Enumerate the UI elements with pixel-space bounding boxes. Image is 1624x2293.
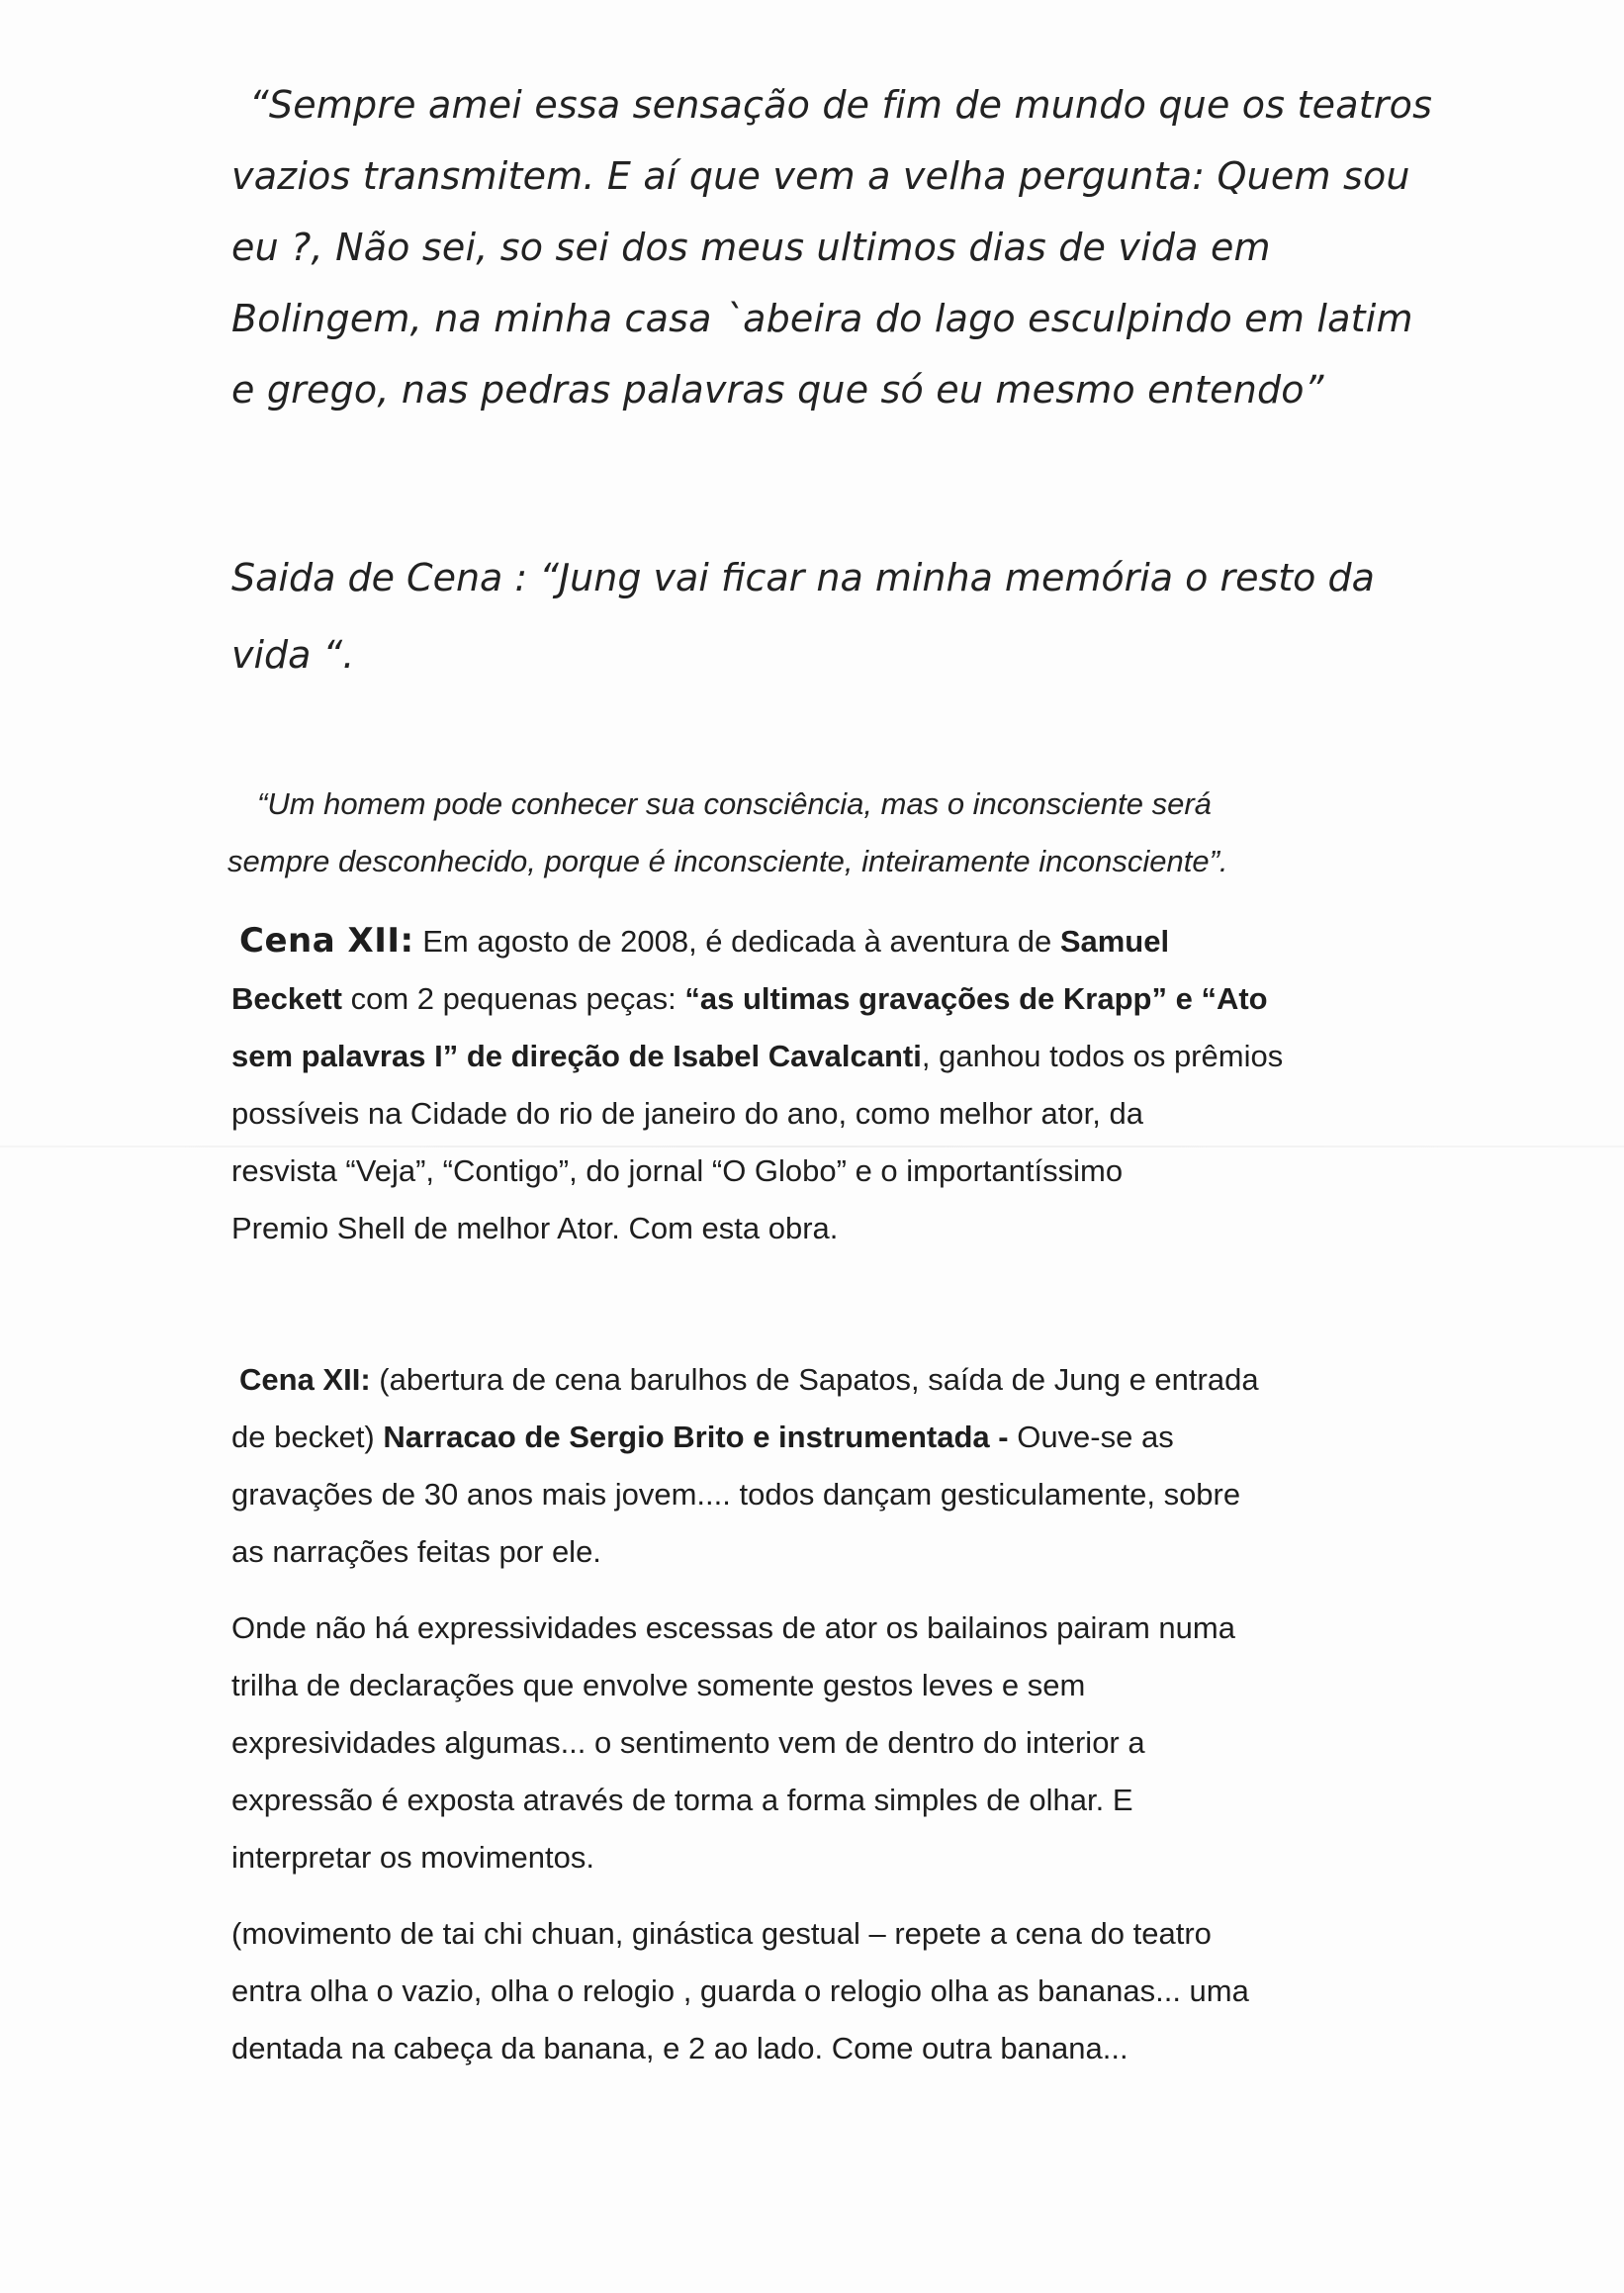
text-run: Ouve-se as bbox=[1008, 1420, 1174, 1454]
saida-de-cena-line: Saida de Cena : “Jung vai ficar na minha memória o resto da bbox=[231, 556, 1375, 599]
saida-de-cena bbox=[231, 539, 1418, 693]
opening-quote-line: “Sempre amei essa sensação de fim de mundo que os teatros bbox=[249, 83, 1433, 127]
opening-quote-line: Bolingem, na minha casa `abeira do lago esculpindo em latim bbox=[231, 297, 1413, 340]
paragraph-line: expressão é exposta através de torma a forma simples de olhar. E bbox=[231, 1783, 1133, 1817]
paragraph-line: Onde não há expressividades escessas de ator os bailainos pairam numa bbox=[231, 1610, 1235, 1645]
jung-quote-line: sempre desconhecido, porque é inconsciente, inteiramente inconsciente”. bbox=[227, 844, 1228, 878]
paragraph-line: Premio Shell de melhor Ator. Com esta obra. bbox=[231, 1211, 839, 1245]
text-run: (abertura de cena barulhos de Sapatos, saída de Jung e entrada bbox=[370, 1362, 1259, 1397]
paragraph-line: gravações de 30 anos mais jovem.... todos dançam gesticulamente, sobre bbox=[231, 1477, 1241, 1512]
paragraph-line: trilha de declarações que envolve somente gestos leves e sem bbox=[231, 1668, 1086, 1702]
paragraph-line bbox=[231, 1409, 1448, 1466]
text-run: Em agosto de 2008, é dedicada à aventura de bbox=[413, 924, 1060, 959]
text-run: de becket) bbox=[231, 1420, 384, 1454]
bold-run: Beckett bbox=[231, 981, 342, 1016]
paragraph-line bbox=[231, 912, 1448, 970]
paragraph-line: possíveis na Cidade do rio de janeiro do ano, como melhor ator, da bbox=[231, 1096, 1143, 1131]
opening-quote-line: e grego, nas pedras palavras que só eu mesmo entendo” bbox=[231, 368, 1324, 412]
bold-run: sem palavras I” de direção de Isabel Cavalcanti bbox=[231, 1039, 922, 1073]
cena-heading: Cena XII: bbox=[239, 1362, 371, 1397]
jung-quote bbox=[227, 776, 1414, 890]
paragraph-line bbox=[231, 1351, 1448, 1409]
paragraph-line: (movimento de tai chi chuan, ginástica gestual – repete a cena do teatro bbox=[231, 1916, 1212, 1951]
cena-xii-narration-paragraph bbox=[231, 1351, 1448, 1581]
paragraph-line: as narrações feitas por ele. bbox=[231, 1534, 601, 1569]
saida-de-cena-line: vida “. bbox=[231, 633, 355, 677]
cena-heading: Cena XII: bbox=[239, 921, 414, 961]
paragraph-line: entra olha o vazio, olha o relogio , guarda o relogio olha as bananas... uma bbox=[231, 1973, 1249, 2008]
opening-quote-line: eu ?, Não sei, so sei dos meus ultimos dias de vida em bbox=[231, 226, 1271, 269]
paragraph-line: dentada na cabeça da banana, e 2 ao lado. Come outra banana... bbox=[231, 2031, 1128, 2065]
paragraph-line: interpretar os movimentos. bbox=[231, 1840, 594, 1875]
paragraph-line: expresividades algumas... o sentimento vem de dentro do interior a bbox=[231, 1725, 1145, 1760]
onde-paragraph bbox=[231, 1600, 1448, 1886]
bold-run: Narracao de Sergio Brito e instrumentada - bbox=[383, 1420, 1009, 1454]
bold-run: Samuel bbox=[1059, 924, 1170, 959]
paragraph-line bbox=[231, 970, 1448, 1028]
cena-xii-award-paragraph bbox=[231, 912, 1448, 1257]
movimento-paragraph bbox=[231, 1905, 1448, 2077]
text-run: com 2 pequenas peças: bbox=[342, 981, 685, 1016]
jung-quote-line: “Um homem pode conhecer sua consciência, mas o inconsciente será bbox=[257, 786, 1212, 821]
text-run: , ganhou todos os prêmios bbox=[921, 1039, 1284, 1073]
opening-quote-line: vazios transmitem. E aí que vem a velha pergunta: Quem sou bbox=[231, 154, 1410, 198]
opening-quote bbox=[231, 69, 1433, 425]
paragraph-line: resvista “Veja”, “Contigo”, do jornal “O Globo” e o importantíssimo bbox=[231, 1153, 1124, 1188]
bold-run: “as ultimas gravações de Krapp” e “Ato bbox=[684, 981, 1268, 1016]
paragraph-line bbox=[231, 1028, 1448, 1085]
